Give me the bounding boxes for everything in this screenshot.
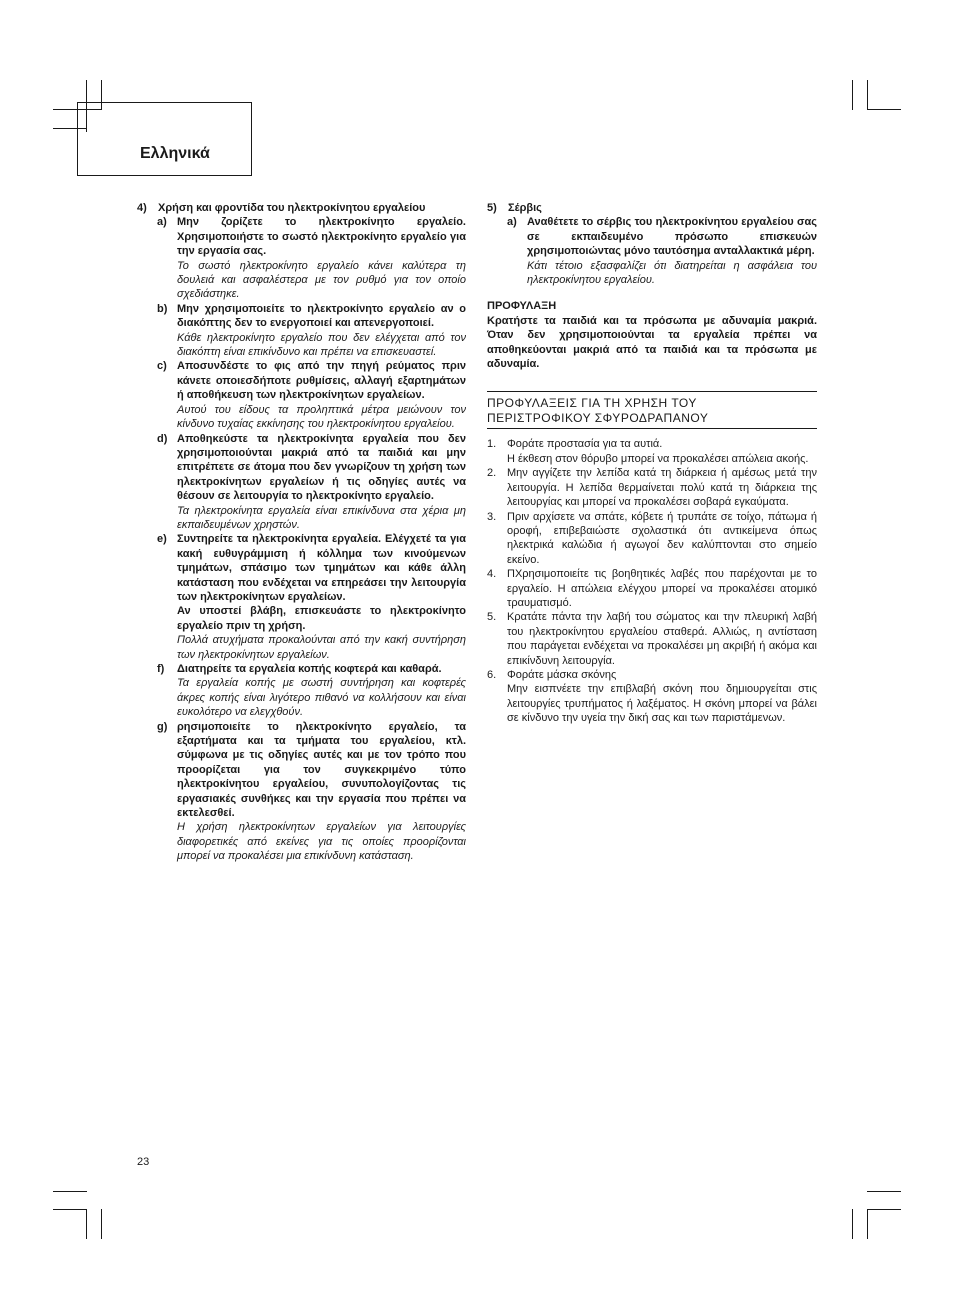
list-item: e) Συντηρείτε τα ηλεκτροκίνητα εργαλεία. Ελέγχετέ τα για κακή ευθυγράμμιση ή κόλλημα των κινούμενων τμημάτων, σπάσιμο των τμημάτων και κάθε άλλη κατάσταση που ενδέχεται να επηρεάσει την λειτουργία των ηλεκτροκίνητων εργαλείων. Αν υποστεί βλάβη, επισκευάστε το ηλεκτροκίνητο εργαλείο πριν τη χρήση. Πολλά ατυχήματα προκαλούνται από την κακή συντήρηση των ηλεκτροκίνητων εργαλείων. xyxy=(157,533,466,661)
list-item: 3. Πριν αρχίσετε να σπάτε, κόβετε ή τρυπάτε σε τοίχο, πάτωμα ή οροφή, επιβεβαιώστε σχολαστικά ότι αντικείμενα όπως ηλεκτρικά καλώδια ή αγωγοί δεν καλύπτονται στο σημείο εκείνο. xyxy=(487,510,817,566)
section-heading: 5) Σέρβις xyxy=(487,202,542,214)
crop-mark xyxy=(867,109,901,110)
list-item: 1. Φοράτε προστασία για τα αυτιά. Η έκθεση στον θόρυβο μπορεί να προκαλέσει απώλεια ακοής. xyxy=(487,438,809,465)
language-label-box xyxy=(77,102,252,176)
crop-mark xyxy=(867,1191,901,1192)
list-item: f) Διατηρείτε τα εργαλεία κοπής κοφτερά και καθαρά. Τα εργαλεία κοπής με σωστή συντήρηση και κοφτερές άκρες κοπής είναι λιγότερο πιθανό να κολλήσουν και είναι ευκολότερο να ελεγχθούν. xyxy=(157,663,466,719)
crop-mark xyxy=(867,1209,901,1210)
left-column xyxy=(137,201,466,864)
crop-mark xyxy=(53,1191,87,1192)
section-heading-precautions: ΠΡΟΦΥΛΑΞΕΙΣ ΓΙΑ ΤΗ ΧΡΗΣΗ ΤΟΥ ΠΕΡΙΣΤΡΟΦΙΚΟΥ ΣΦΥΡΟΔΡΑΠΑΝΟΥ xyxy=(487,396,709,426)
list-item: a) Αναθέτετε το σέρβις του ηλεκτροκίνητου εργαλείου σας σε εκπαιδευμένο πρόσωπο επισκευών χρησιμοποιώντας μόνο ταυτόσημα ανταλλακτικά μέρη. Κάτι τέτοιο εξασφαλίζει ότι διατηρείται η ασφάλεια του ηλεκτροκίνητου εργαλείου. xyxy=(507,216,817,287)
right-column xyxy=(487,201,817,726)
crop-mark xyxy=(53,1209,87,1210)
list-item: 6. Φοράτε μάσκα σκόνης Μην εισπνέετε την επιβλαβή σκόνη που δημιουργείται στις λειτουργίες τρυπήματος ή λαξέματος. Η σκόνη μπορεί να βάλει σε κίνδυνο την υγεία την δική σας και των παριστάμενων. xyxy=(487,668,817,725)
list-item: b) Μην χρησιμοποιείτε το ηλεκτροκίνητο εργαλείο αν ο διακόπτης δεν το ενεργοποιεί και απενεργοποιεί. Κάθε ηλεκτροκίνητο εργαλείο που δεν ελέγχεται από τον διακόπτη είναι επικίνδυνο και πρέπει να επισκευαστεί. xyxy=(157,302,466,359)
crop-mark xyxy=(101,1209,102,1239)
list-item: 2. Μην αγγίζετε την λεπίδα κατά τη διάρκεια ή αμέσως μετά την λειτουργία. Η λεπίδα θερμαίνεται πολύ κατά τη διάρκεια της λειτουργίας και μπορεί να προκαλέσει σοβαρά εγκαύματα. xyxy=(487,467,817,509)
list-item: 5. Κρατάτε πάντα την λαβή του σώματος και την πλευρική λαβή του ηλεκτροκίνητου εργαλείου σταθερά. Αλλιώς, η αντίσταση που παράγεται ενδέχεται να προκαλέσει μη ακριβή ή ακόμα και επικίνδυνη λειτουργία. xyxy=(487,611,817,667)
list-item: c) Αποσυνδέστε το φις από την πηγή ρεύματος πριν κάνετε οποιεσδήποτε ρυθμίσεις, αλλαγή εξαρτημάτων ή αποθήκευση των ηλεκτροκίνητων εργαλείων. Αυτού του είδους τα προληπτικά μέτρα μειώνουν τον κίνδυνο τυχαίας εκκίνησης του ηλεκτροκίνητου εργαλείου. xyxy=(157,360,466,431)
caution-text: Κρατήστε τα παιδιά και τα πρόσωπα με αδυναμία μακριά. Όταν δεν χρησιμοποιούνται τα εργαλεία πρέπει να αποθηκεύονται μακριά από τα παιδιά και τα πρόσωπα με αδυναμία. xyxy=(487,314,817,371)
item-list xyxy=(137,215,466,863)
list-item: g) ρησιμοποιείτε το ηλεκτροκίνητο εργαλείο, τα εξαρτήματα και τα τμήματα του εργαλείου, κτλ. σύμφωνα με τις οδηγίες αυτές και με τον τρόπο που προορίζεται για τον συγκεκριμένο τύπο ηλεκτροκίνητου εργαλείου, συνυπολογίζοντας τις εργασιακές συνθήκες και την εργασία που πρέπει να εκτελεσθεί. Η χρήση ηλεκτροκίνητων εργαλείων για λειτουργίες διαφορετικές από εκείνες για τις οποίες προορίζονται μπορεί να προκαλέσει μια επικίνδυνη κατάσταση. xyxy=(157,720,466,863)
caution-title: ΠΡΟΦΥΛΑΞΗ xyxy=(487,300,557,313)
list-item: d) Αποθηκεύστε τα ηλεκτροκίνητα εργαλεία που δεν χρησιμοποιούνται μακριά από τα παιδιά και μην επιτρέπετε σε άτομα που δεν γνωρίζουν τη χρήση των ηλεκτροκίνητων εργαλείων ή τις οδηγίες αυτές να θέσουν σε λειτουργία το ηλεκτροκίνητο εργαλείο. Τα ηλεκτροκίνητα εργαλεία είναι επικίνδυνα στα χέρια μη εκπαιδευμένων χρηστών. xyxy=(157,432,466,531)
page-number: 23 xyxy=(137,1156,150,1168)
crop-mark xyxy=(867,1209,868,1239)
crop-mark xyxy=(852,1209,853,1239)
precautions-list xyxy=(487,437,817,725)
divider xyxy=(487,428,817,429)
crop-mark xyxy=(86,1209,87,1239)
crop-mark xyxy=(867,80,868,110)
item-list xyxy=(487,215,817,287)
list-item: a) Μην ζορίζετε το ηλεκτροκίνητο εργαλείο. Χρησιμοποιήστε το σωστό ηλεκτροκίνητο εργαλείο για την εργασία σας. Το σωστό ηλεκτροκίνητο εργαλείο κάνει καλύτερα τη δουλειά και ασφαλέστερα με τον ρυθμό για τον οποίο σχεδιάστηκε. xyxy=(157,216,466,301)
language-label: Ελληνικά xyxy=(140,145,210,162)
crop-mark xyxy=(852,80,853,110)
section-heading: 4) Χρήση και φροντίδα του ηλεκτροκίνητου εργαλείου xyxy=(137,202,426,214)
list-item: 4. ΠΧρησιμοποιείτε τις βοηθητικές λαβές που παρέχονται με το εργαλείο. Η απώλεια ελέγχου μπορεί να προκαλέσει ατομικό τραυματισμό. xyxy=(487,568,817,609)
